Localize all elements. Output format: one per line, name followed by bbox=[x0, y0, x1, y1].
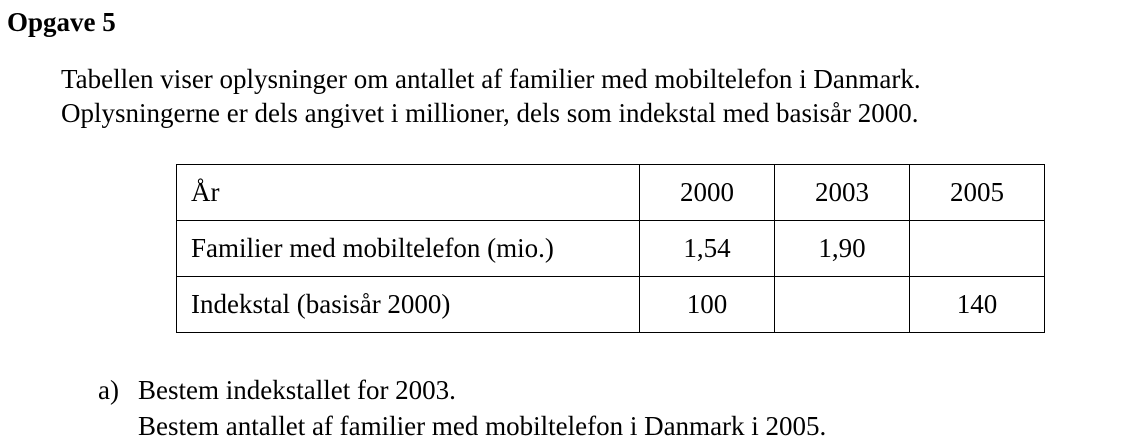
exercise-title: Opgave 5 bbox=[7, 7, 116, 37]
table-header-cell: 2003 bbox=[775, 165, 910, 221]
table-cell bbox=[910, 221, 1045, 277]
table-header-row bbox=[177, 165, 1045, 221]
row-label: Indekstal (basisår 2000) bbox=[177, 277, 640, 333]
intro-line: Tabellen viser oplysninger om antallet af familier med mobiltelefon i Danmark. bbox=[61, 64, 921, 94]
question-letter: a) bbox=[98, 375, 119, 405]
table-header-label: År bbox=[177, 165, 640, 221]
question-line: Bestem indekstallet for 2003. bbox=[138, 375, 456, 405]
intro-text bbox=[61, 62, 921, 130]
row-label: Familier med mobiltelefon (mio.) bbox=[177, 221, 640, 277]
table-row bbox=[177, 277, 1045, 333]
table-cell: 100 bbox=[640, 277, 775, 333]
table-cell: 1,90 bbox=[775, 221, 910, 277]
question-line: Bestem antallet af familier med mobiltelefon i Danmark i 2005. bbox=[138, 411, 827, 441]
table-cell bbox=[775, 277, 910, 333]
table-cell: 1,54 bbox=[640, 221, 775, 277]
table-row bbox=[177, 221, 1045, 277]
table-header-cell: 2005 bbox=[910, 165, 1045, 221]
question-text bbox=[138, 372, 826, 444]
table-cell: 140 bbox=[910, 277, 1045, 333]
intro-line: Oplysningerne er dels angivet i millioner, dels som indekstal med basisår 2000. bbox=[61, 98, 919, 128]
table-header-cell: 2000 bbox=[640, 165, 775, 221]
data-table bbox=[176, 164, 1045, 333]
